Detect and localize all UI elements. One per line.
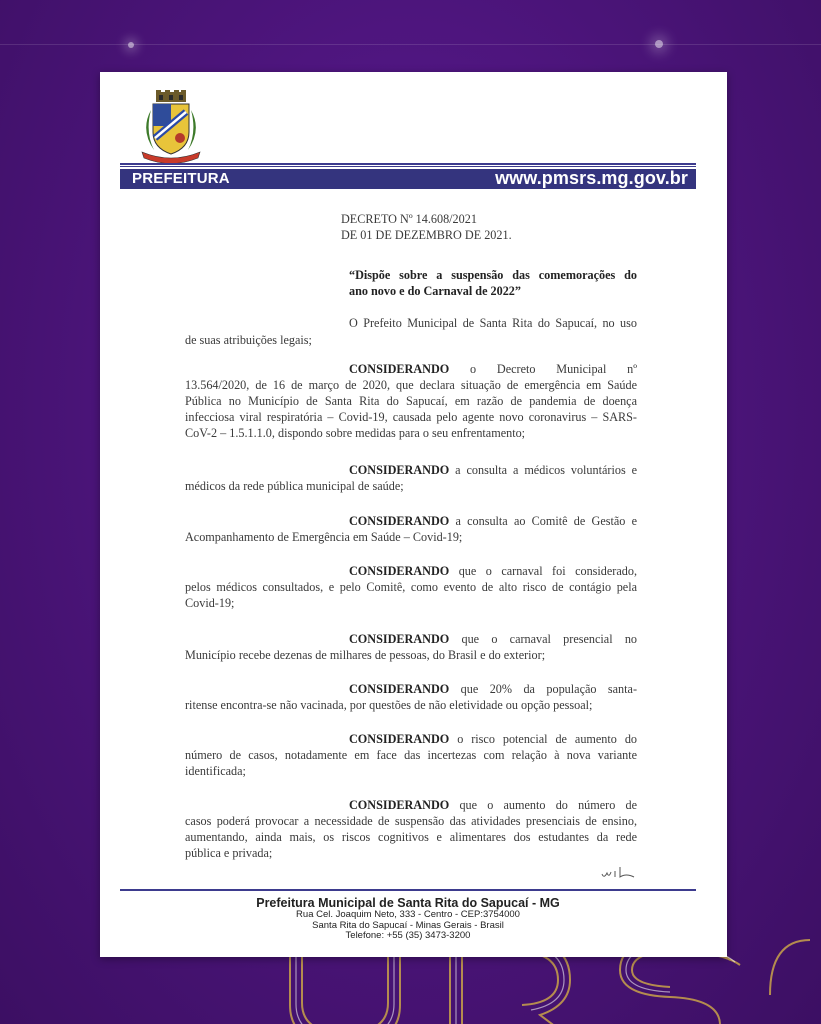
- footer-rule: [120, 889, 696, 891]
- considerando-keyword: CONSIDERANDO: [349, 682, 450, 696]
- considerando-line: aumentando, ainda mais, os riscos cognitivos e alimentares dos estudantes da rede: [185, 830, 637, 844]
- considerando-line: ritense encontra-se não vacinada, por questões de não eletividade ou opção pessoal;: [185, 698, 593, 712]
- considerando-text: o risco potencial de aumento do: [457, 732, 638, 746]
- considerando-line: Acompanhamento de Emergência em Saúde – Covid-19;: [185, 530, 463, 544]
- considerando-first-line: [349, 462, 637, 478]
- header-rule: [120, 163, 696, 165]
- considerando-text: o Decreto Municipal nº: [470, 362, 637, 376]
- considerando-line: 13.564/2020, de 16 de março de 2020, que declara situação de emergência em Saúde: [185, 378, 637, 392]
- considerando-first-line: [349, 731, 637, 747]
- sparkle-icon: [655, 40, 663, 48]
- decree-ementa-line: “Dispõe sobre a suspensão das comemorações do: [349, 268, 637, 282]
- considerando-line: Covid-19;: [185, 596, 235, 610]
- preamble-line: de suas atribuições legais;: [185, 333, 312, 347]
- considerando-text: que 20% da população santa-: [460, 682, 638, 696]
- background-line: [0, 44, 821, 45]
- footer-address: Rua Cel. Joaquim Neto, 333 - Centro - CEP:3754000: [296, 909, 520, 920]
- considerando-keyword: CONSIDERANDO: [349, 564, 450, 578]
- header-bar: [120, 169, 696, 189]
- website-link[interactable]: www.pmsrs.mg.gov.br: [495, 168, 688, 188]
- considerando-text: que o carnaval foi considerado,: [458, 564, 637, 578]
- considerando-line: Pública no Município de Santa Rita do Sapucaí, em razão de pandemia de doença: [185, 394, 637, 408]
- decree-number: DECRETO Nº 14.608/2021: [341, 212, 477, 226]
- considerando-line: casos poderá provocar a necessidade de suspensão das atividades presenciais de ensino,: [185, 814, 637, 828]
- considerando-keyword: CONSIDERANDO: [349, 798, 450, 812]
- decree-date: DE 01 DE DEZEMBRO DE 2021.: [341, 228, 512, 242]
- considerando-text: a consulta a médicos voluntários e: [455, 463, 638, 477]
- considerando-text: que o aumento do número de: [459, 798, 638, 812]
- considerando-text: a consulta ao Comitê de Gestão e: [455, 514, 638, 528]
- footer-phone: Telefone: +55 (35) 3473-3200: [345, 930, 471, 941]
- footer-name: Prefeitura Municipal de Santa Rita do Sapucaí - MG: [256, 896, 560, 910]
- considerando-line: Município recebe dezenas de milhares de pessoas, do Brasil e do exterior;: [185, 648, 546, 662]
- considerando-first-line: [349, 361, 637, 377]
- sparkle-icon: [128, 42, 134, 48]
- considerando-line: número de casos, notadamente em face das incertezas com relação à nova variante: [185, 748, 637, 762]
- footer-city: Santa Rita do Sapucaí - Minas Gerais - Brasil: [312, 919, 504, 931]
- footer: [120, 896, 696, 942]
- considerando-first-line: [349, 631, 637, 647]
- decree-ementa-line: ano novo e do Carnaval de 2022”: [349, 284, 521, 298]
- considerando-first-line: [349, 681, 637, 697]
- preamble-line: O Prefeito Municipal de Santa Rita do Sapucaí, no uso: [349, 316, 637, 330]
- considerando-line: infecciosa viral respiratória – Covid-19, causada pelo agente novo coronavirus – SARS-: [185, 410, 637, 424]
- considerando-keyword: CONSIDERANDO: [349, 632, 450, 646]
- considerando-line: identificada;: [185, 764, 246, 778]
- coat-of-arms-logo: [136, 90, 206, 165]
- header-rule-thin: [120, 166, 696, 167]
- considerando-keyword: CONSIDERANDO: [349, 463, 450, 477]
- considerando-keyword: CONSIDERANDO: [349, 514, 450, 528]
- considerando-first-line: [349, 797, 637, 813]
- considerando-text: que o carnaval presencial no: [461, 632, 638, 646]
- considerando-first-line: [349, 513, 637, 529]
- considerando-keyword: CONSIDERANDO: [349, 362, 450, 376]
- considerando-line: pública e privada;: [185, 846, 273, 860]
- initials-signature: [600, 865, 640, 881]
- decree-document: [100, 72, 727, 957]
- considerando-first-line: [349, 563, 637, 579]
- header-title: PREFEITURA: [132, 170, 230, 187]
- considerando-keyword: CONSIDERANDO: [349, 732, 450, 746]
- considerando-line: pelos médicos consultados, e pelo Comitê, como evento de alto risco de contágio pela: [185, 580, 637, 594]
- considerando-line: CoV-2 – 1.5.1.1.0, dispondo sobre medidas para o seu enfrentamento;: [185, 426, 526, 440]
- considerando-line: médicos da rede pública municipal de saúde;: [185, 479, 404, 493]
